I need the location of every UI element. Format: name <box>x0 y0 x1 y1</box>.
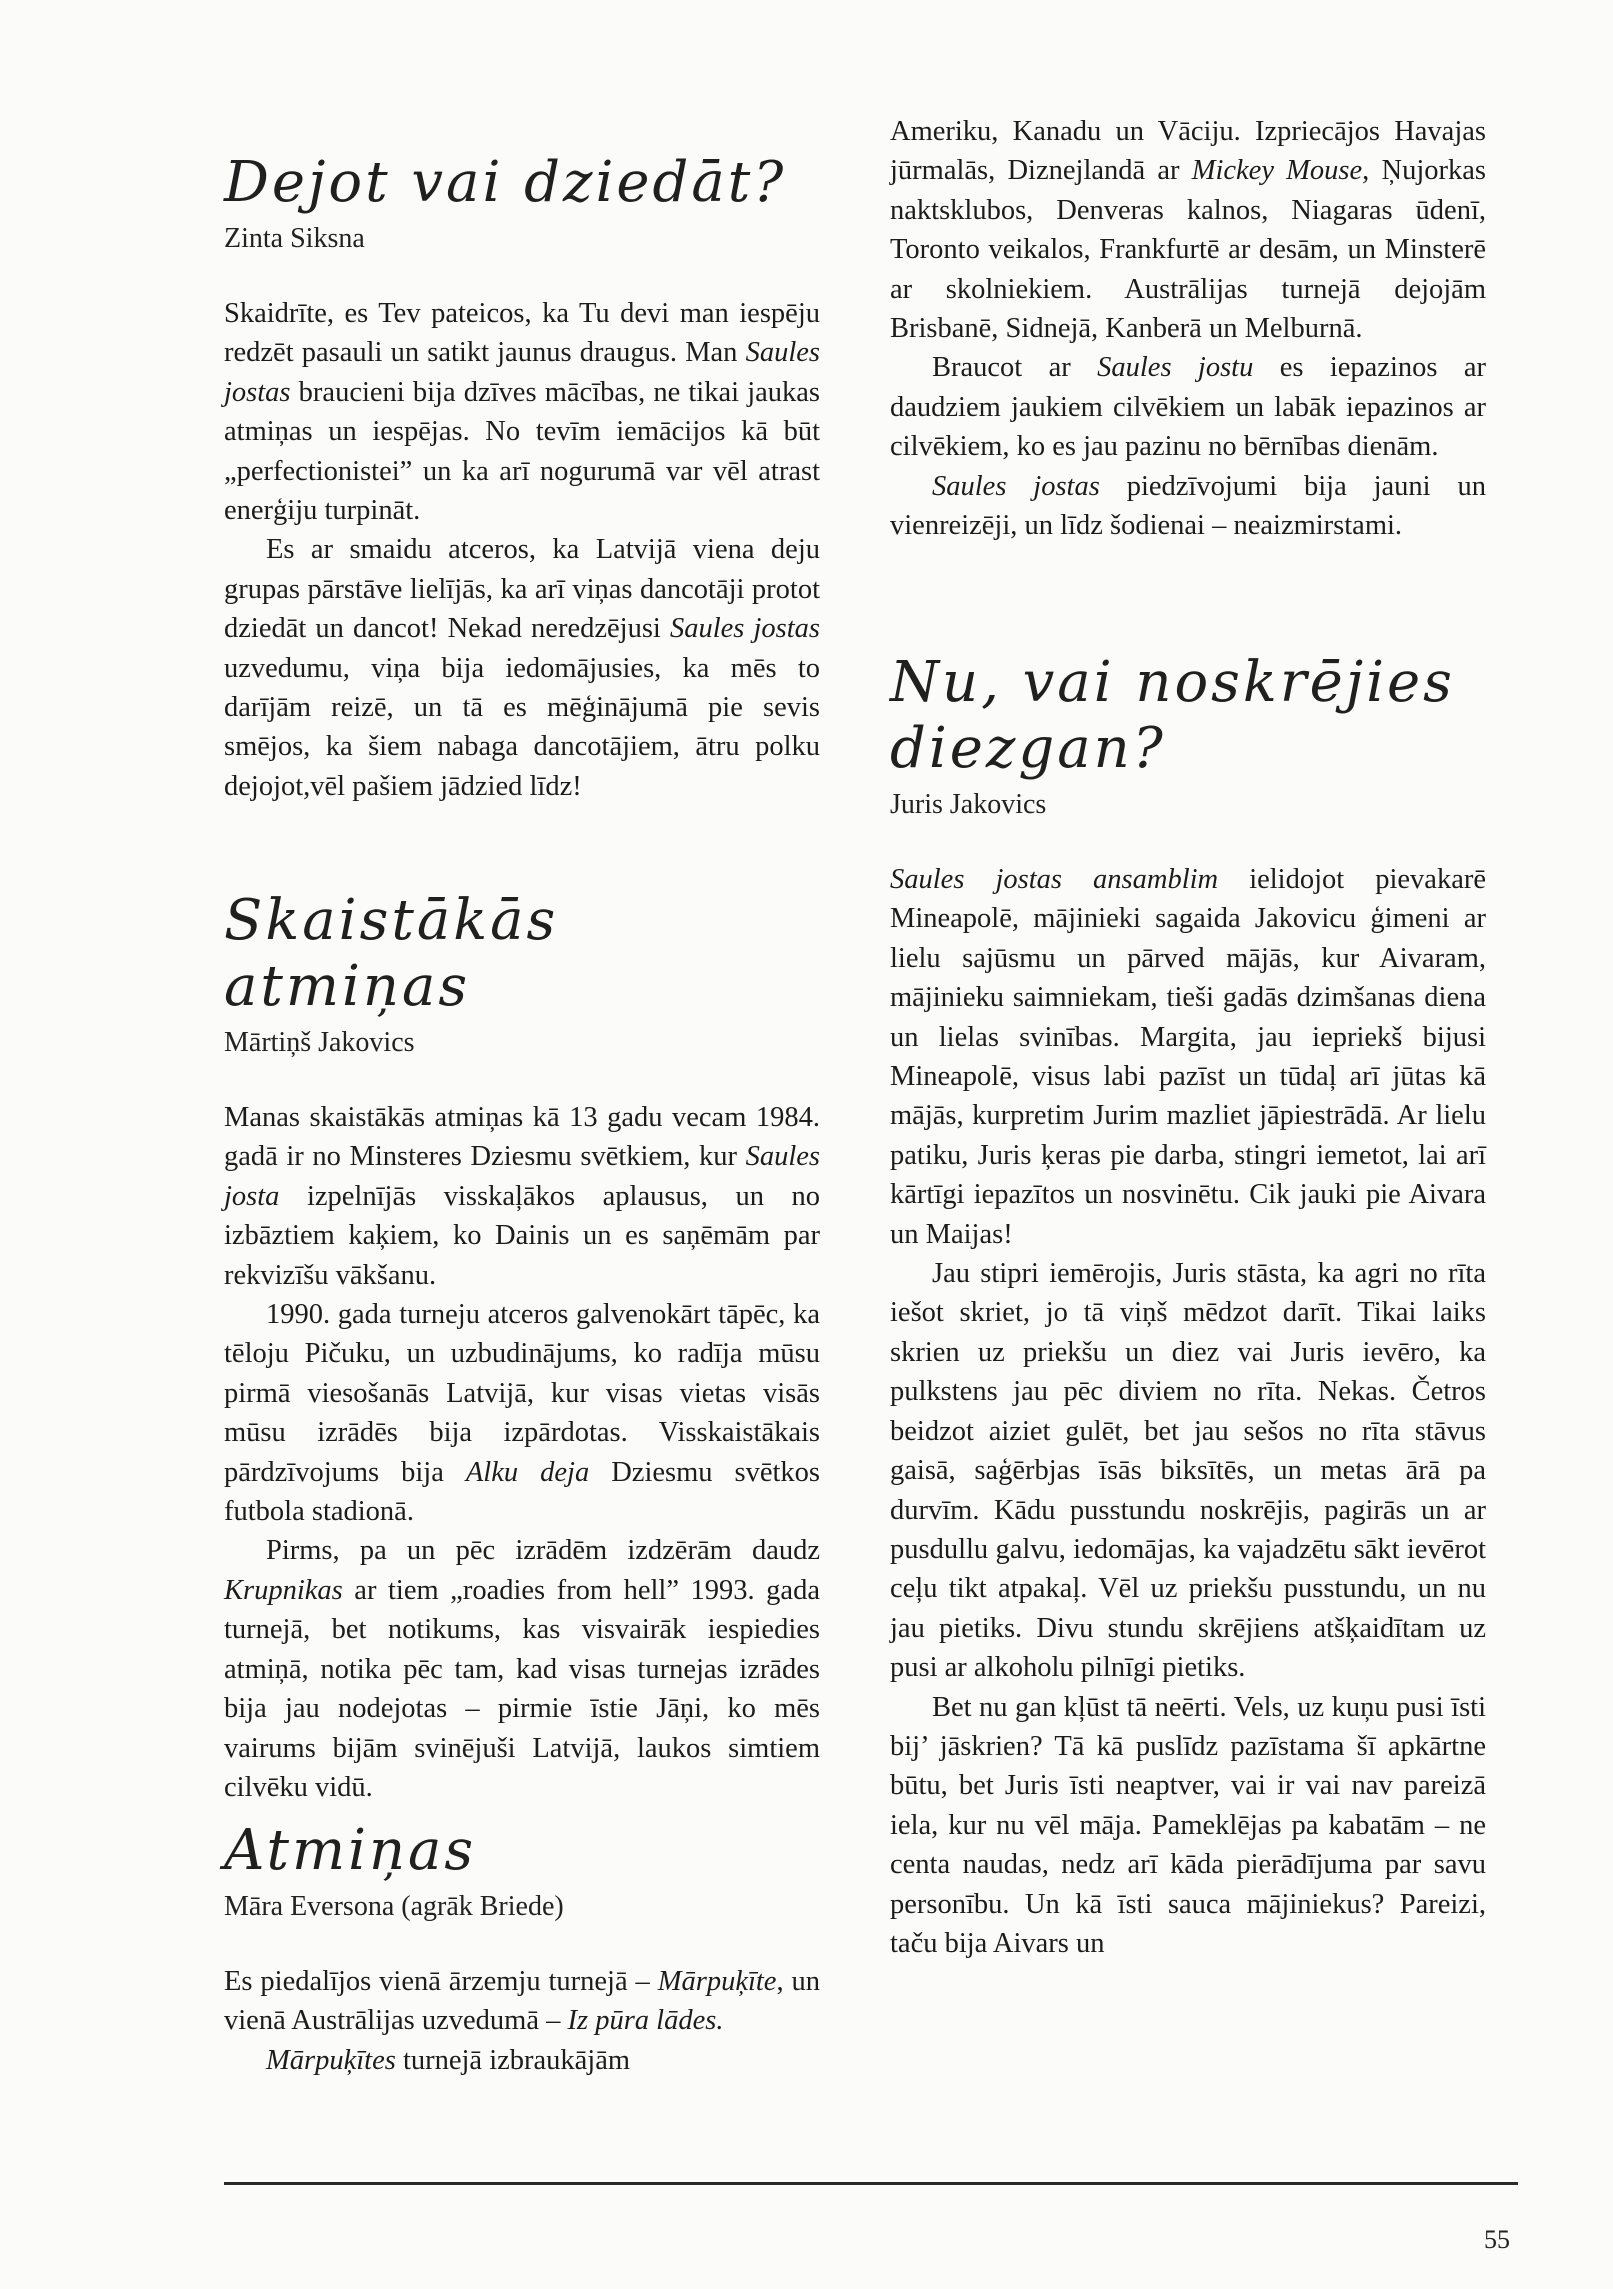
text-run: es iepazinos ar daudziem jaukiem cilvēkiem un labāk iepazinos ar cilvēkiem, ko es jau pazinu no bērnības dienām. <box>890 352 1486 463</box>
italic-text: Mārpuķītes <box>266 2044 396 2076</box>
text-run: uzvedumu, viņa bija iedomājusies, ka mēs to darījām reizē, un tā es mēģinājumā pie sevis smējos, ka šiem nabaga dancotājiem, ātru polku dejojot,vēl pašiem jādzied līdz! <box>224 652 820 802</box>
article-title-line-2: diezgan? <box>890 716 1166 781</box>
paragraph <box>890 348 1486 466</box>
italic-text: Mickey Mouse <box>1191 155 1363 187</box>
paragraph <box>224 1962 820 2041</box>
text-run: Dziesmu svētkos futbola stadionā. <box>224 1456 821 1528</box>
paragraph <box>890 1688 1486 1964</box>
text-run: Es piedalījos vienā ārzemju turnejā – <box>224 1966 658 1997</box>
text-run: ielidojot pievakarē Mineapolē, mājinieki sagaida Jakovicu ģimeni ar lielu sajūsmu un pārved mājās, kur Aivaram, mājinieku saimniekam, tieši gadās dzimšanas diena un lielas svinības. Margita, jau iepriekš bijusi Mineapolē, visus labi pazīst un tūdaļ arī jūtas kā mājās, kurpretim Jurim mazliet jāpiestrādā. Ar lielu patiku, Juris ķeras pie darba, stingri iemetot, lai arī kārtīgi iepazītos un nosvinētu. Cik jauki pie Aivara un Maijas! <box>890 864 1486 1250</box>
article-title: Skaistākās atmiņas <box>224 888 559 1019</box>
italic-text: Saules jostas ansamblim <box>890 864 1219 895</box>
text-run: braucieni bija dzīves mācības, ne tikai jaukas atmiņas un iespējas. No tevīm iemācijos kā būt „perfectionistei” un ka arī nogurumā var vēl atrast enerģiju turpināt. <box>224 376 820 527</box>
text-run: izpelnījās visskaļākos aplausus, un no izbāztiem kaķiem, ko Dainis un es saņēmām par rekvizīšu vākšanu. <box>224 1180 820 1291</box>
italic-text: Krupnikas <box>224 1574 343 1606</box>
italic-text: Saules josta <box>224 1141 820 1212</box>
italic-text: Mārpuķīte <box>657 1966 777 1997</box>
article-body <box>890 860 1486 1963</box>
text-run: Manas skaistākās atmiņas kā 13 gadu vecam 1984. gadā ir no Minsteres Dziesmu svētkiem, kur <box>224 1102 820 1173</box>
article-body <box>890 112 1486 545</box>
article-author: Māra Eversona (agrāk Briede) <box>224 1891 564 1922</box>
article-nu-vai-noskrejies-diezgan <box>890 650 1486 1963</box>
article-body <box>224 1962 820 2080</box>
page-number: 55 <box>1484 2225 1510 2254</box>
article-title: Dejot vai dziedāt? <box>224 150 787 215</box>
paragraph <box>890 1254 1486 1687</box>
text-run: , Ņujorkas naktsklubos, Denveras kalnos, Niagaras ūdenī, Toronto veikalos, Frankfurtē ar desām, un Minsterē ar skolniekiem. Austrālijas turnejā dejojām Brisbanē, Sidnejā, Kanberā un Melburnā. <box>890 155 1486 345</box>
paragraph <box>224 1098 820 1295</box>
text-run: Bet nu gan kļūst tā neērti. Vels, uz kuņu pusi īsti bij’ jāskrien? Tā kā puslīdz pazīstama šī apkārtne būtu, bet Juris īsti neaptver, vai ir vai nav pareizā iela, kur nu vēl māja. Pameklējas pa kabatām – ne centa naudas, nedz arī kāda pierādījuma par savu personību. Un kā īsti sauca mājiniekus? Pareizi, taču bija Aivars un <box>890 1691 1486 1959</box>
italic-text: Saules jostu <box>1097 352 1254 384</box>
text-run: turnejā izbraukājām <box>395 2044 631 2076</box>
paragraph <box>224 294 820 530</box>
paragraph <box>890 860 1486 1254</box>
footer-rule <box>224 2182 1518 2185</box>
paragraph <box>224 2041 820 2080</box>
text-run: Ameriku, Kanadu un Vāciju. Izpriecājos Havajas jūrmalās, Diznejlandā ar <box>890 116 1486 187</box>
italic-text: Saules jostas <box>224 337 820 408</box>
article-skaistakas-atminas <box>224 888 820 1807</box>
article-dejot-vai-dziedat <box>224 150 820 806</box>
text-run: Es ar smaidu atceros, ka Latvijā viena deju grupas pārstāve lielījās, ka arī viņas dancotāji protot dziedāt un dancot! Nekad neredzējusi <box>224 534 820 645</box>
italic-text: Alku deja <box>465 1456 590 1488</box>
article-author: Juris Jakovics <box>890 789 1047 820</box>
article-title-line-1: Nu, vai noskrējies <box>890 650 1455 715</box>
article-author: Mārtiņš Jakovics <box>224 1027 415 1058</box>
article-body <box>224 294 820 806</box>
text-run: Braucot ar <box>932 352 1098 384</box>
article-atminas <box>224 1818 820 2080</box>
italic-text: Iz pūra lādes. <box>567 2005 724 2037</box>
italic-text: Saules jostas <box>669 613 820 645</box>
text-run: , un vienā Austrālijas uzvedumā – <box>224 1966 821 2037</box>
text-run: ar tiem „roadies from hell” 1993. gada turnejā, bet notikums, kas visvairāk iespiedies atmiņā, notika pēc tam, kad visas turnejas izrādes bija jau nodejotas – pirmie īstie Jāņi, ko mēs vairums bijām svinējuši Latvijā, laukos simtiem cilvēku vidū. <box>224 1574 820 1803</box>
article-author: Zinta Siksna <box>224 223 365 254</box>
paragraph <box>224 1295 820 1531</box>
paragraph <box>224 1531 820 1807</box>
article-body <box>224 1098 820 1807</box>
article-title: Atmiņas <box>224 1818 477 1883</box>
article-title <box>890 650 1486 782</box>
italic-text: Saules jostas <box>932 470 1100 502</box>
text-run: piedzīvojumi bija jauni un vienreizēji, un līdz šodienai – neaizmirstami. <box>890 470 1486 542</box>
text-run: Pirms, pa un pēc izrādēm izdzērām daudz <box>266 1535 820 1567</box>
text-run: Skaidrīte, es Tev pateicos, ka Tu devi man iespēju redzēt pasauli un satikt jaunus draugus. Man <box>224 298 820 369</box>
text-run: 1990. gada turneju atceros galvenokārt tāpēc, ka tēloju Pičuku, un uzbudinājums, ko radīja mūsu pirmā viesošanās Latvijā, kur visas vietas visās mūsu izrādēs bija izpārdotas. Visskaistākais pārdzīvojums bija <box>224 1299 820 1488</box>
article-atminas-continued <box>890 112 1486 545</box>
paragraph <box>890 467 1486 546</box>
text-run: Jau stipri iemērojis, Juris stāsta, ka agri no rīta iešot skriet, jo tā viņš mēdzot darīt. Tikai laiks skrien uz priekšu un diez vai Juris ievēro, ka pulkstens jau pēc diviem no rīta. Nekas. Četros beidzot aiziet gulēt, bet jau sešos no rīta stāvus gaisā, saģērbjas īsās biksītēs, un metas ārā pa durvīm. Kādu pusstundu noskrējis, pagirās un ar pusdullu galvu, iedomājas, ka vajadzētu sākt ievērot ceļu tikt atpakaļ. Vēl uz priekšu pusstundu, un nu jau pietiks. Divu stundu skrējiens atšķaidītam uz pusi ar alkoholu pilnīgi pietiks. <box>890 1258 1486 1684</box>
paragraph <box>890 112 1486 348</box>
paragraph <box>224 530 820 806</box>
